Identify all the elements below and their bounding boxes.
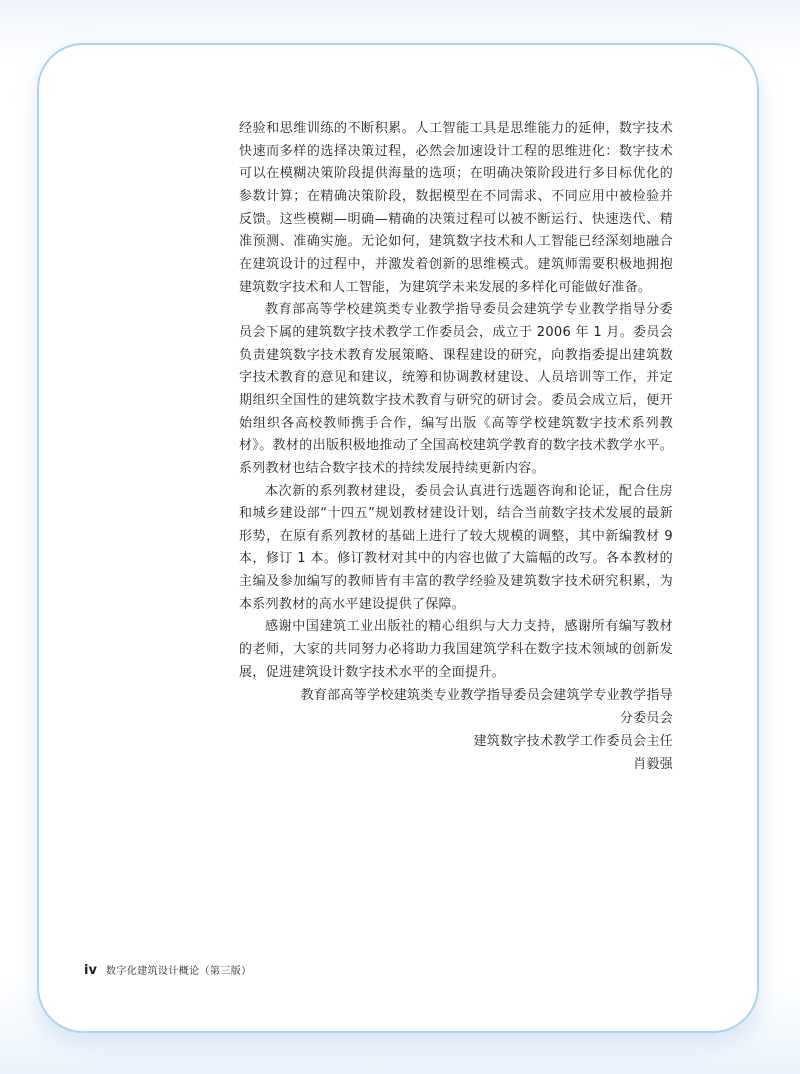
signature-organization: 教育部高等学校建筑类专业教学指导委员会建筑学专业教学指导 [300, 688, 673, 703]
paragraph-series: 本次新的系列教材建设，委员会认真进行选题咨询和论证，配合住房和城乡建设部“十四五”规划教材建设计划，结合当前数字技术发展的最新形势，在原有系列教材的基础上进行了较大规模的调整，其中新编教材 9 本，修订 1 本。修订教材对其中的内容也做了大篇幅的改写。各本教材的主编及参加编写的教师皆有丰富的教学经验及建筑数字技术研究积累，为本系列教材的高水平建设提供了保障。 [239, 483, 673, 612]
signature-block [239, 684, 673, 776]
signature-title: 建筑数字技术教学工作委员会主任 [473, 734, 673, 749]
paragraph-committee: 教育部高等学校建筑类专业教学指导委员会建筑学专业教学指导分委员会下属的建筑数字技术教学工作委员会，成立于 2006 年 1 月。委员会负责建筑数字技术教育发展策略、课程建设的研究，向教指委提出建筑数字技术教育的意见和建议，统筹和协调教材建设、人员培训等工作，并定期组织全国性的建筑数字技术教育与研究的研讨会。委员会成立后，便开始组织各高校教师携手合作，编写出版《高等学校建筑数字技术系列教材》。教材的出版积极地推动了全国高校建筑学教育的数字技术教学水平。系列教材也结合数字技术的持续发展持续更新内容。 [239, 302, 673, 476]
page-footer [84, 962, 252, 978]
signature-organization-cont: 分委员会 [619, 711, 673, 726]
signature-name: 肖毅强 [633, 757, 673, 772]
paragraph-continued: 经验和思维训练的不断积累。人工智能工具是思维能力的延伸，数字技术快速而多样的选择决策过程，必然会加速设计工程的思维进化：数字技术可以在模糊决策阶段提供海量的选项；在明确决策阶段进行多目标优化的参数计算；在精确决策阶段，数据模型在不同需求、不同应用中被检验并反馈。这些模糊—明确—精确的决策过程可以被不断运行、快速迭代、精准预测、准确实施。无论如何，建筑数字技术和人工智能已经深刻地融合在建筑设计的过程中，并激发着创新的思维模式。建筑师需要积极地拥抱建筑数字技术和人工智能，为建筑学未来发展的多样化可能做好准备。 [239, 121, 673, 295]
body-text [239, 118, 673, 684]
page-number: iv [84, 963, 97, 978]
running-title: 数字化建筑设计概论（第三版） [105, 966, 252, 977]
paragraph-thanks: 感谢中国建筑工业出版社的精心组织与大力支持，感谢所有编写教材的老师，大家的共同努力必将助力我国建筑学科在数字技术领域的创新发展，促进建筑设计数字技术水平的全面提升。 [239, 619, 673, 680]
